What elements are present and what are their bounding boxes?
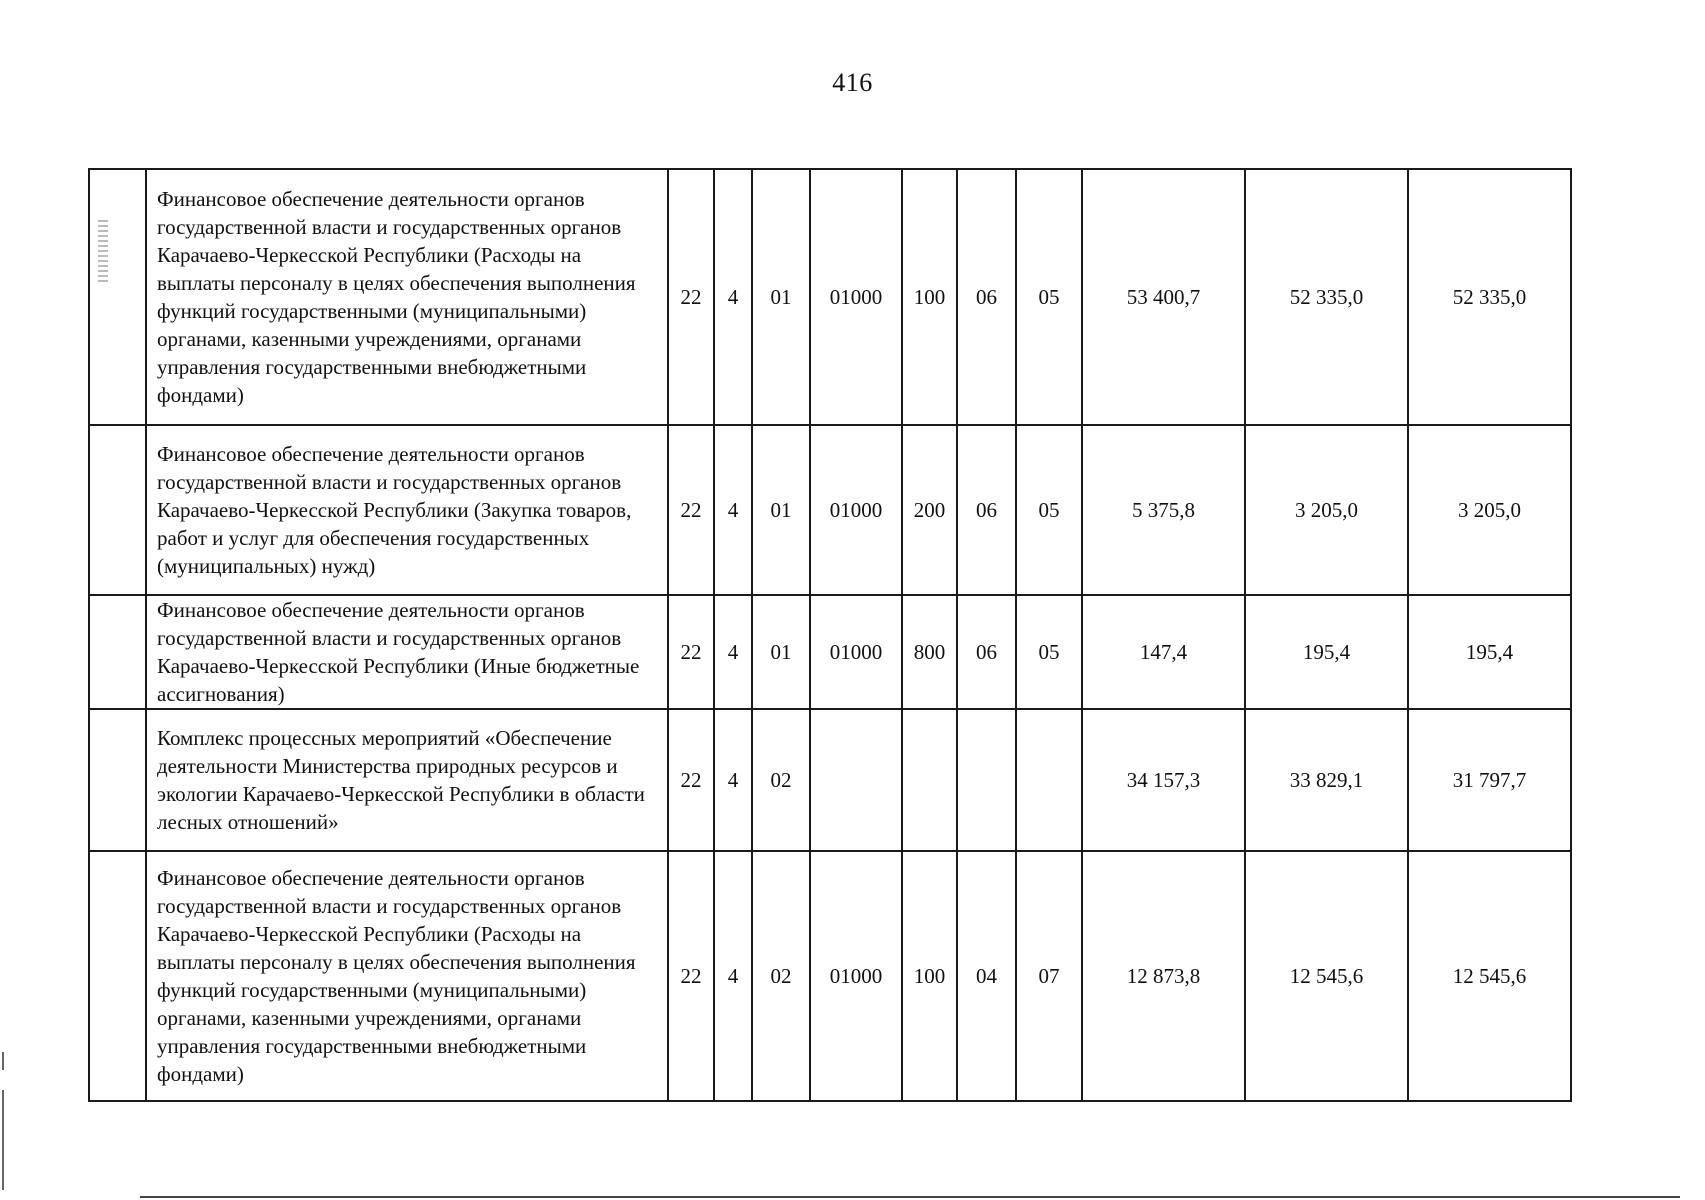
row-index-cell <box>89 169 146 425</box>
code-cell <box>810 709 902 851</box>
row-description: Финансовое обеспечение деятельности органов государственной власти и государственных органов Карачаево-Черкесской Республики (Расходы на выплаты персоналу в целях обеспечения выполнения функций государственными (муниципальными) органами, казенными учреждениями, органами управления государственными внебюджетными фондами) <box>146 851 668 1101</box>
table-row <box>89 595 1571 709</box>
table-row <box>89 709 1571 851</box>
scan-margin-mark <box>2 1090 4 1190</box>
code-cell: 01 <box>752 425 810 595</box>
code-cell: 01000 <box>810 425 902 595</box>
amount-cell: 53 400,7 <box>1082 169 1245 425</box>
code-cell: 22 <box>668 169 714 425</box>
amount-cell: 147,4 <box>1082 595 1245 709</box>
code-cell <box>902 709 957 851</box>
code-cell: 01 <box>752 169 810 425</box>
code-cell <box>1016 709 1082 851</box>
code-cell: 01000 <box>810 851 902 1101</box>
code-cell: 05 <box>1016 595 1082 709</box>
amount-cell: 12 545,6 <box>1245 851 1408 1101</box>
code-cell: 200 <box>902 425 957 595</box>
code-cell: 01 <box>752 595 810 709</box>
amount-cell: 12 545,6 <box>1408 851 1571 1101</box>
code-cell: 01000 <box>810 595 902 709</box>
row-description: Комплекс процессных мероприятий «Обеспечение деятельности Министерства природных ресурсов и экологии Карачаево-Черкесской Республики в области лесных отношений» <box>146 709 668 851</box>
code-cell: 100 <box>902 169 957 425</box>
code-cell: 22 <box>668 595 714 709</box>
table-row <box>89 425 1571 595</box>
code-cell: 02 <box>752 851 810 1101</box>
page-number: 416 <box>832 68 873 97</box>
code-cell: 4 <box>714 595 752 709</box>
amount-cell: 12 873,8 <box>1082 851 1245 1101</box>
budget-table <box>88 168 1572 1102</box>
row-description: Финансовое обеспечение деятельности органов государственной власти и государственных органов Карачаево-Черкесской Республики (Расходы на выплаты персоналу в целях обеспечения выполнения функций государственными (муниципальными) органами, казенными учреждениями, органами управления государственными внебюджетными фондами) <box>146 169 668 425</box>
code-cell: 100 <box>902 851 957 1101</box>
code-cell: 06 <box>957 169 1016 425</box>
code-cell: 02 <box>752 709 810 851</box>
code-cell: 4 <box>714 425 752 595</box>
amount-cell: 52 335,0 <box>1408 169 1571 425</box>
scan-margin-mark <box>2 1052 4 1070</box>
amount-cell: 34 157,3 <box>1082 709 1245 851</box>
row-index-cell <box>89 595 146 709</box>
code-cell: 07 <box>1016 851 1082 1101</box>
amount-cell: 33 829,1 <box>1245 709 1408 851</box>
row-index-cell <box>89 425 146 595</box>
code-cell: 06 <box>957 595 1016 709</box>
row-index-cell <box>89 851 146 1101</box>
amount-cell: 5 375,8 <box>1082 425 1245 595</box>
table-row <box>89 851 1571 1101</box>
table-row <box>89 169 1571 425</box>
bottom-rule <box>140 1196 1680 1198</box>
amount-cell: 195,4 <box>1408 595 1571 709</box>
amount-cell: 195,4 <box>1245 595 1408 709</box>
row-description: Финансовое обеспечение деятельности органов государственной власти и государственных органов Карачаево-Черкесской Республики (Иные бюджетные ассигнования) <box>146 595 668 709</box>
code-cell: 4 <box>714 709 752 851</box>
row-index-cell <box>89 709 146 851</box>
amount-cell: 52 335,0 <box>1245 169 1408 425</box>
code-cell: 04 <box>957 851 1016 1101</box>
code-cell: 800 <box>902 595 957 709</box>
code-cell: 22 <box>668 851 714 1101</box>
code-cell: 06 <box>957 425 1016 595</box>
code-cell: 05 <box>1016 425 1082 595</box>
code-cell: 05 <box>1016 169 1082 425</box>
code-cell: 4 <box>714 169 752 425</box>
scan-artifact <box>98 220 108 282</box>
code-cell <box>957 709 1016 851</box>
amount-cell: 3 205,0 <box>1408 425 1571 595</box>
code-cell: 01000 <box>810 169 902 425</box>
code-cell: 22 <box>668 425 714 595</box>
row-description: Финансовое обеспечение деятельности органов государственной власти и государственных органов Карачаево-Черкесской Республики (Закупка товаров, работ и услуг для обеспечения государственных (муниципальных) нужд) <box>146 425 668 595</box>
amount-cell: 31 797,7 <box>1408 709 1571 851</box>
amount-cell: 3 205,0 <box>1245 425 1408 595</box>
code-cell: 22 <box>668 709 714 851</box>
code-cell: 4 <box>714 851 752 1101</box>
